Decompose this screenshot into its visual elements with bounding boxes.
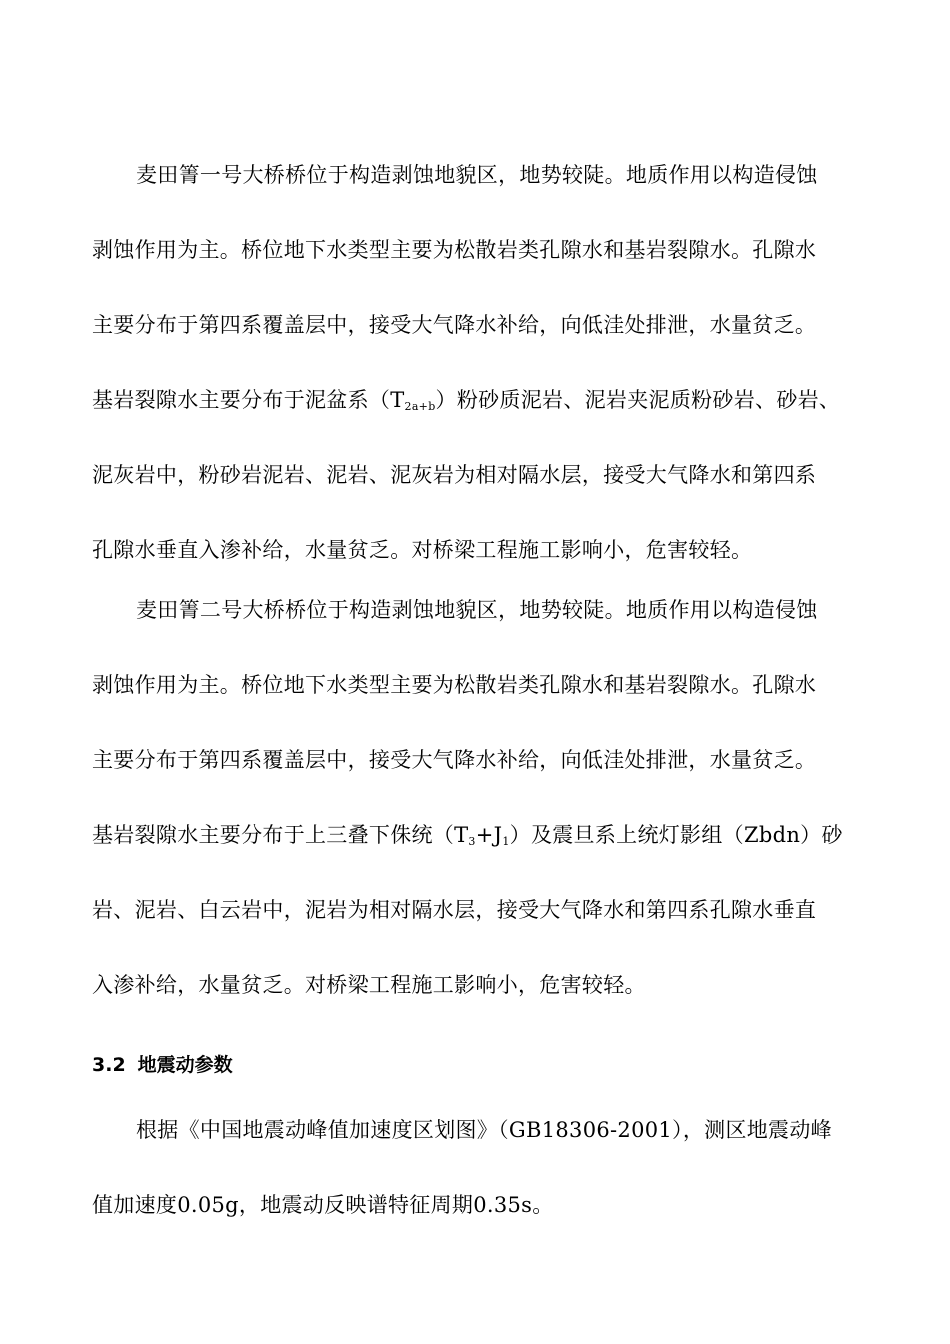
paragraph-1-line-3: 主要分布于第四系覆盖层中，接受大气降水补给，向低洼处排泄，水量贫乏。: [92, 313, 817, 337]
paragraph-1-line-6: 孔隙水垂直入渗补给，水量贫乏。对桥梁工程施工影响小，危害较轻。: [92, 538, 753, 562]
paragraph-2-line-4-subscript-2: 1: [502, 835, 510, 848]
paragraph-2-line-6: 入渗补给，水量贫乏。对桥梁工程施工影响小，危害较轻。: [92, 973, 646, 997]
paragraph-1-line-4: [92, 385, 882, 415]
paragraph-1-line-4-text-a: 基岩裂隙水主要分布于泥盆系（T: [92, 388, 405, 412]
section-number: 3.2: [92, 1054, 126, 1076]
paragraph-2-line-4-text-a: 基岩裂隙水主要分布于上三叠下侏统（T: [92, 823, 469, 847]
paragraph-1-line-5: 泥灰岩中，粉砂岩泥岩、泥岩、泥灰岩为相对隔水层，接受大气降水和第四系: [92, 463, 817, 487]
paragraph-2-line-4-text-c: ）及震旦系上统灯影组（Zbdn）砂: [509, 823, 843, 847]
paragraph-2-line-2: 剥蚀作用为主。桥位地下水类型主要为松散岩类孔隙水和基岩裂隙水。孔隙水: [92, 673, 817, 697]
paragraph-2-line-4: [92, 820, 882, 850]
paragraph-2-line-5: 岩、泥岩、白云岩中，泥岩为相对隔水层，接受大气降水和第四系孔隙水垂直: [92, 898, 817, 922]
section-title: 地震动参数: [137, 1054, 233, 1076]
paragraph-1-line-4-text-b: ）粉砂质泥岩、泥岩夹泥质粉砂岩、砂岩、: [435, 388, 841, 412]
paragraph-2-line-4-subscript-1: 3: [468, 835, 476, 848]
section-heading: [92, 1051, 233, 1079]
paragraph-1-line-1: 麦田箐一号大桥桥位于构造剥蚀地貌区，地势较陡。地质作用以构造侵蚀: [136, 163, 818, 187]
paragraph-2-line-3: 主要分布于第四系覆盖层中，接受大气降水补给，向低洼处排泄，水量贫乏。: [92, 748, 817, 772]
paragraph-3-line-2: 值加速度0.05g，地震动反映谱特征周期0.35s。: [92, 1193, 554, 1217]
paragraph-3-line-1: 根据《中国地震动峰值加速度区划图》（GB18306-2001），测区地震动峰: [136, 1118, 832, 1142]
paragraph-1-line-2: 剥蚀作用为主。桥位地下水类型主要为松散岩类孔隙水和基岩裂隙水。孔隙水: [92, 238, 817, 262]
paragraph-2-line-4-text-b: +J: [475, 823, 503, 847]
paragraph-2-line-1: 麦田箐二号大桥桥位于构造剥蚀地貌区，地势较陡。地质作用以构造侵蚀: [136, 598, 818, 622]
paragraph-1-line-4-subscript: 2a+b: [404, 400, 436, 413]
